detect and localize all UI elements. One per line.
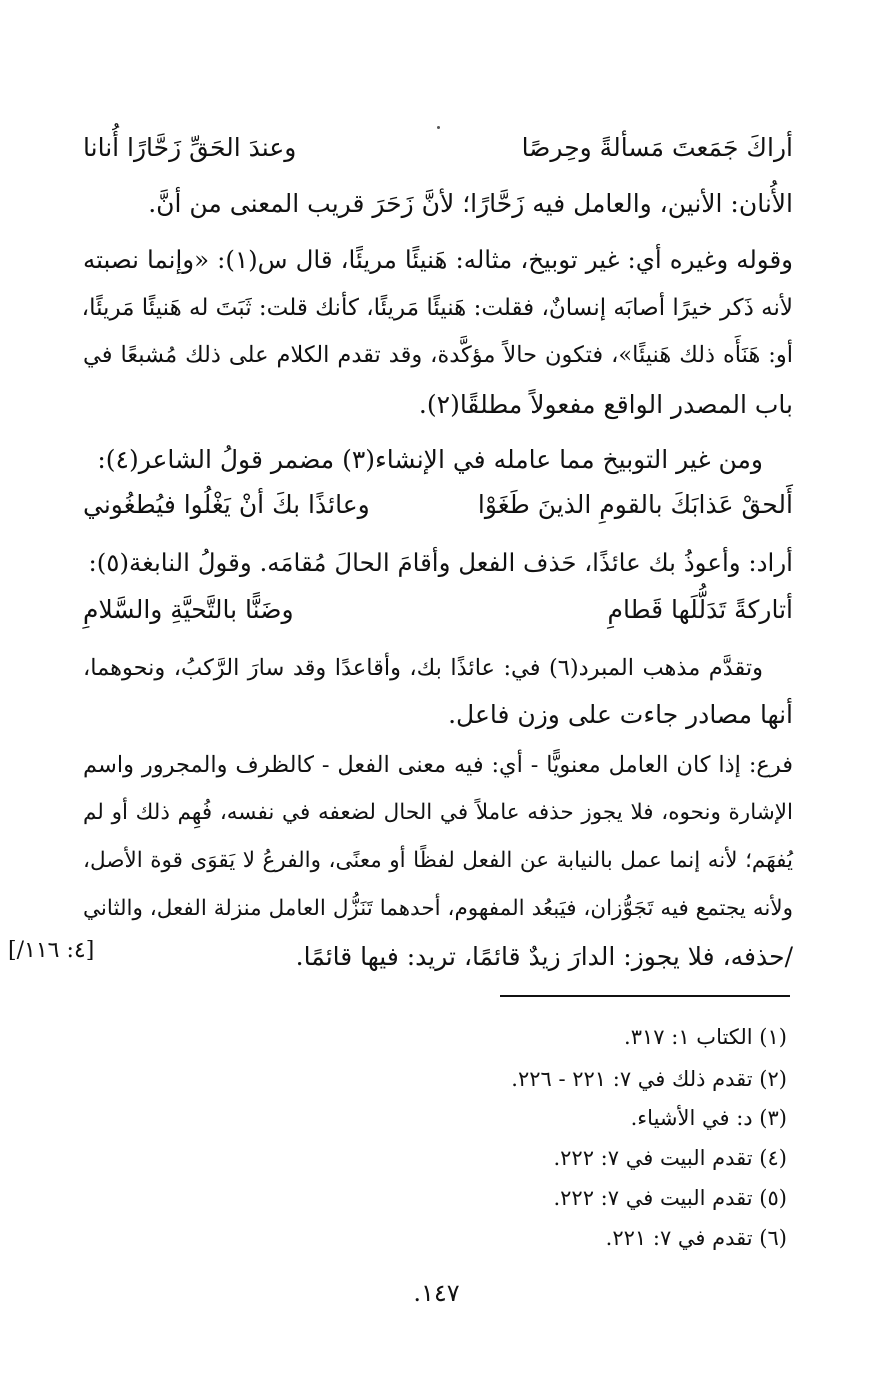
body-line: باب المصدر الواقع مفعولاً مطلقًا(٢). <box>418 390 793 419</box>
verse-2-second-hemistich: وعائذًا بكَ أنْ يَغْلُوا فيُطغُوني <box>83 490 370 519</box>
footnote: (٢) تقدم ذلك في ٧: ٢٢١ - ٢٢٦. <box>511 1067 787 1091</box>
margin-reference: [٤: ١١٦/] <box>8 938 95 963</box>
footnote: (٤) تقدم البيت في ٧: ٢٢٢. <box>553 1146 787 1170</box>
body-line: ولأنه يجتمع فيه تَجَوُّزان، فيَبعُد المفهوم، أحدهما تَنَزُّل العامل منزلة الفعل، والثاني <box>83 896 793 921</box>
body-line: لأنه ذَكر خيرًا أصابَه إنسانٌ، فقلت: هَنيئًا مَريئًا، كأنك قلت: ثَبَتَ له هَنيئًا مَريئًا، <box>81 295 793 321</box>
body-line: فرع: إذا كان العامل معنويًّا - أي: فيه معنى الفعل - كالظرف والمجرور واسم <box>83 752 793 778</box>
body-line: أنها مصادر جاءت على وزن فاعل. <box>448 700 793 729</box>
body-line: أراد: وأعوذُ بك عائذًا، حَذف الفعل وأقامَ الحالَ مُقامَه. وقولُ النابغة(٥): <box>88 548 793 577</box>
body-line: وقوله وغيره أي: غير توبيخ، مثاله: هَنيئًا مريئًا، قال س(١): «وإنما نصبته <box>83 245 793 274</box>
stray-dot <box>437 126 440 129</box>
verse-1-second-hemistich: وعندَ الحَقِّ زَحَّارًا أُنانا <box>83 133 297 162</box>
body-line: /حذفه، فلا يجوز: الدارَ زيدٌ قائمًا، تريد: فيها قائمًا. <box>295 942 793 971</box>
footnote: (١) الكتاب ١: ٣١٧. <box>624 1025 787 1049</box>
footnote-separator <box>500 995 790 997</box>
body-line: ومن غير التوبيخ مما عامله في الإنشاء(٣) مضمر قولُ الشاعر(٤): <box>97 445 763 474</box>
footnote: (٣) د: في الأشياء. <box>630 1106 787 1130</box>
body-line: يُفهَم؛ لأنه إنما عمل بالنيابة عن الفعل لفظًا أو معنًى، والفرعُ لا يَقوَى قوة الأصل، <box>83 848 793 873</box>
page-number: ١٤٧. <box>413 1279 460 1307</box>
body-line: أو: هَنَأَه ذلك هَنيئًا»، فتكون حالاً مؤكَّدة، وقد تقدم الكلام على ذلك مُشبعًا في <box>83 342 793 368</box>
verse-3-first-hemistich: أتاركةً تَدَلُّلَها قَطامِ <box>607 595 793 624</box>
verse-3 <box>83 590 793 630</box>
verse-2-first-hemistich: أَلحقْ عَذابَكَ بالقومِ الذينَ طَغَوْا <box>477 490 793 519</box>
verse-1 <box>83 128 793 168</box>
footnote: (٥) تقدم البيت في ٧: ٢٢٢. <box>553 1186 787 1210</box>
body-line: وتقدَّم مذهب المبرد(٦) في: عائذًا بك، وأقاعدًا وقد سارَ الرَّكبُ، ونحوهما، <box>83 655 763 681</box>
footnote: (٦) تقدم في ٧: ٢٢١. <box>605 1226 787 1250</box>
body-line: الأُنان: الأنين، والعامل فيه زَحَّارًا؛ لأنَّ زَحَرَ قريب المعنى من أنَّ. <box>148 189 793 218</box>
body-line: الإشارة ونحوه، فلا يجوز حذفه عاملاً في الحال لضعفه في نفسه، فُهِم ذلك أو لم <box>83 800 793 825</box>
verse-1-first-hemistich: أراكَ جَمَعتَ مَسألةً وحِرصًا <box>521 133 793 162</box>
verse-2 <box>83 485 793 525</box>
verse-3-second-hemistich: وضَنًّا بالتَّحيَّةِ والسَّلامِ <box>83 595 294 624</box>
